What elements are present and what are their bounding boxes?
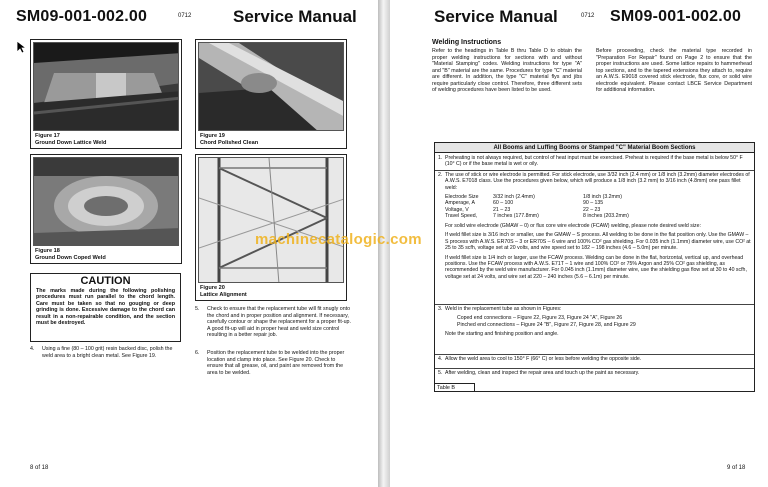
caution-text: The marks made during the following polishing procedures must run parallel to the chord length. Care must be taken so that no gouging or deep grinding is done. Excessive damage to the chord can result in a non-repairable condition, and the section must be destroyed.	[36, 288, 175, 327]
item-2-text: The use of stick or wire electrode is permitted. For stick electrode, use 3/32 inch (2.4 mm) or 1/8 inch (3.2mm) diameter electrodes of A.W.S. E7018 class. Use the procedures given below, which will produce a 1/8 inch (3.2 mm) to 3/16 inch (4.8mm) one pass fillet weld:	[445, 172, 750, 191]
item-1-text: Preheating is not always required, but control of heat input must be exercised. Preheat is required if the base metal is below 50° F (10° C) or if the base metal is wet or oily.	[445, 155, 743, 168]
table-b	[434, 142, 755, 392]
item-4-text: Allow the weld area to cool to 150° F (66° C) or less before welding the opposite side.	[445, 356, 642, 362]
figure-19	[195, 39, 347, 149]
step-5	[195, 306, 353, 339]
figure-19-photo	[198, 42, 344, 131]
figure-20-caption: Figure 20 Lattice Alignment	[200, 285, 247, 298]
table-label: Table B	[435, 383, 475, 391]
doc-code: SM09-001-002.00	[610, 8, 742, 25]
table-row-2: 2. The use of stick or wire electrode is permitted. For stick electrode, use 3/32 inch (2.4 mm) or 1/8 inch (3.2mm) diameter electrodes of A.W.S. E7018 class. Use the procedures given below, which will produce a 1/8 inch (3.2 mm) to 3/16 inch (4.8mm) one pass fillet weld: Electrode Size 3/32 inch (2.4mm) 1/8 inch (3.2mm) Amperage, A 60 – 100 90 – 135 Voltage, V 21 – 23 22 – 23 Travel Speed, 7 inches (177.8mm) 8 inches (203.2mm) For solid wire electrode (GMAW – 0) or flux core wire electrode (FCAW) welding, please note desired weld size: If weld fillet size is 3/16 inch or smaller, use the GMAW – S process. All welding to be done in the flat position only. Use the GMAW – S process with A.W.S. ER70S – 3 or ER70S – 6 wire and 100% CO² gas shielding. For 0.035 inch (1.1mm) diameter wire, use CO² at 25 to 35 scfh, voltage set at 20 volts, and wire speed set to 182 – 198 inches (4.6 – 5.0m) per minute. If weld fillet size is 1/4 inch or larger, use the FCAW process. Welding can be done in the flat, horizontal, vertical up, and overhead positions. Use the FCAW process with A.W.S. E71T – 1 wire and 100% CO² or 75% Argon and 25% CO² gas shielding, as recommended by the weld wire manufacturer. For 0.045 inch (1.1mm) diameter wire, use the shielding gas flow set at 30 to 40 scfh, voltage set at 24 volts, and wire set at 220 – 240 inches (5.6 – 6.1m) per minute.	[435, 171, 754, 305]
item-2-solid-wire: For solid wire electrode (GMAW – 0) or flux core wire electrode (FCAW) welding, please note desired weld size:	[445, 223, 701, 230]
electrode-table: Electrode Size 3/32 inch (2.4mm) 1/8 inch (3.2mm) Amperage, A 60 – 100 90 – 135 Voltage, V 21 – 23 22 – 23 Travel Speed, 7 inches (177.8mm) 8 inches (203.2mm)	[445, 194, 629, 219]
figure-20-photo	[198, 157, 344, 283]
item-5-text: After welding, clean and inspect the repair area and touch up the paint as necessary.	[445, 370, 640, 376]
item-3-connections: Coped end connections – Figure 22, Figure 23, Figure 24 "A", Figure 26 Pinched end connections – Figure 24 "B", Figure 27, Figure 28, and Figure 29	[457, 315, 636, 328]
step-5-text: Check to ensure that the replacement tube will fit snugly onto the chord and in proper position and alignment. If necessary, carefully contour or shape the replacement for a proper fit-up. A good fit-up will aid in proper heat and weld size control resulting in a better repair job.	[207, 306, 351, 339]
table-row-4: 4. Allow the weld area to cool to 150° F (66° C) or less before welding the opposite side.	[435, 355, 754, 369]
section-title: Welding Instructions	[432, 39, 502, 46]
step-6-text: Position the replacement tube to be welded into the proper location and clamp into place. See Figure 20. Check to ensure that all grease, oil, and paint are removed from the area to be welded.	[207, 350, 345, 376]
figure-17-photo	[33, 42, 179, 131]
caution-box	[30, 273, 181, 342]
figure-18	[30, 154, 182, 264]
item-2-large-fillet: If weld fillet size is 1/4 inch or larger, use the FCAW process. Welding can be done in the flat, horizontal, vertical up, and overhead positions. Use the FCAW process with A.W.S. E71T – 1 wire and 100% CO² or 75% Argon and 25% CO² gas shielding, as recommended by the weld wire manufacturer. For 0.045 inch (1.1mm) diameter wire, use the shielding gas flow set at 30 to 40 scfh, voltage set at 24 volts, and wire set at 220 – 240 inches (5.6 – 6.1m) per minute.	[445, 254, 747, 280]
figure-20	[195, 154, 347, 301]
item-2-small-fillet: If weld fillet size is 3/16 inch or smaller, use the GMAW – S process. All welding to be done in the flat position only. Use the GMAW – S process with A.W.S. ER70S – 3 or ER70S – 6 wire and 100% CO² gas shielding. For 0.035 inch (1.1mm) diameter wire, use CO² at 25 to 35 scfh, voltage set at 20 volts, and wire speed set to 182 – 198 inches (4.6 – 5.0m) per minute.	[445, 232, 751, 252]
step-4-number: 4.	[30, 346, 35, 352]
right-page	[390, 0, 768, 487]
table-row-5: 5. After welding, clean and inspect the repair area and touch up the paint as necessary.	[435, 369, 754, 383]
mouse-pointer-icon	[16, 40, 28, 54]
figure-18-caption: Figure 18 Ground Down Coped Weld	[35, 248, 106, 261]
intro-right-column: Before proceeding, check the material type recorded in "Preparation For Repair" found on Page 2 to ensure that the proper instructions are used. Some lattice repairs to hammerhead top sections, and to the tapered extensions they attach to, require an A.W.S. E9018 covered stick electrode, flux core, or solid wire electrode equivalent. Please contact LBCE Service Department for additional information.	[596, 48, 752, 93]
doc-code: SM09-001-002.00	[16, 8, 148, 25]
revision-number: 0712	[581, 13, 595, 19]
table-row-1: 1. Preheating is not always required, but control of heat input must be exercised. Preheat is required if the base metal is below 50° F (10° C) or if the base metal is wet or oily.	[435, 154, 754, 171]
figure-17-caption: Figure 17 Ground Down Lattice Weld	[35, 133, 107, 146]
step-4-text: Using a fine (80 – 100 grit) resin backed disc, polish the weld area to a bright clean metal. See Figure 19.	[42, 346, 173, 359]
step-5-number: 5.	[195, 306, 200, 312]
watermark-text: machinecatalogic.com	[255, 231, 422, 248]
intro-left-column: Refer to the headings in Table B thru Table D to obtain the proper welding instructions for sections with and without "Material Stamping" codes. Welding instructions for type "A" and "B" material are the same. Procedures for type "C" material are different. In addition, the type "C" material flys and jibs require particularly close control. Therefore, three different sets of welding procedures have been listed to be used.	[432, 48, 582, 93]
step-6	[195, 350, 353, 376]
item-3-text: Weld in the replacement tube as shown in Figures:	[445, 306, 562, 312]
figure-17	[30, 39, 182, 149]
step-6-number: 6.	[195, 350, 200, 356]
page-number-left: 8 of 18	[30, 465, 49, 471]
table-title: All Booms and Luffing Booms or Stamped "C" Material Boom Sections	[435, 143, 754, 153]
figure-18-photo	[33, 157, 179, 246]
page-title: Service Manual	[434, 7, 558, 26]
revision-number: 0712	[178, 13, 192, 19]
item-3-note: Note the starting and finishing position and angle.	[445, 331, 559, 338]
step-4	[30, 346, 182, 359]
caution-title: CAUTION	[80, 275, 131, 287]
table-row-3: 3. Weld in the replacement tube as shown in Figures: Coped end connections – Figure 22, Figure 23, Figure 24 "A", Figure 26 Pinched end connections – Figure 24 "B", Figure 27, Figure 28, and Figure 29 Note the starting and finishing position and angle.	[435, 305, 754, 355]
page-title: Service Manual	[233, 7, 357, 26]
figure-19-caption: Figure 19 Chord Polished Clean	[200, 133, 259, 146]
page-number-right: 9 of 18	[727, 465, 746, 471]
